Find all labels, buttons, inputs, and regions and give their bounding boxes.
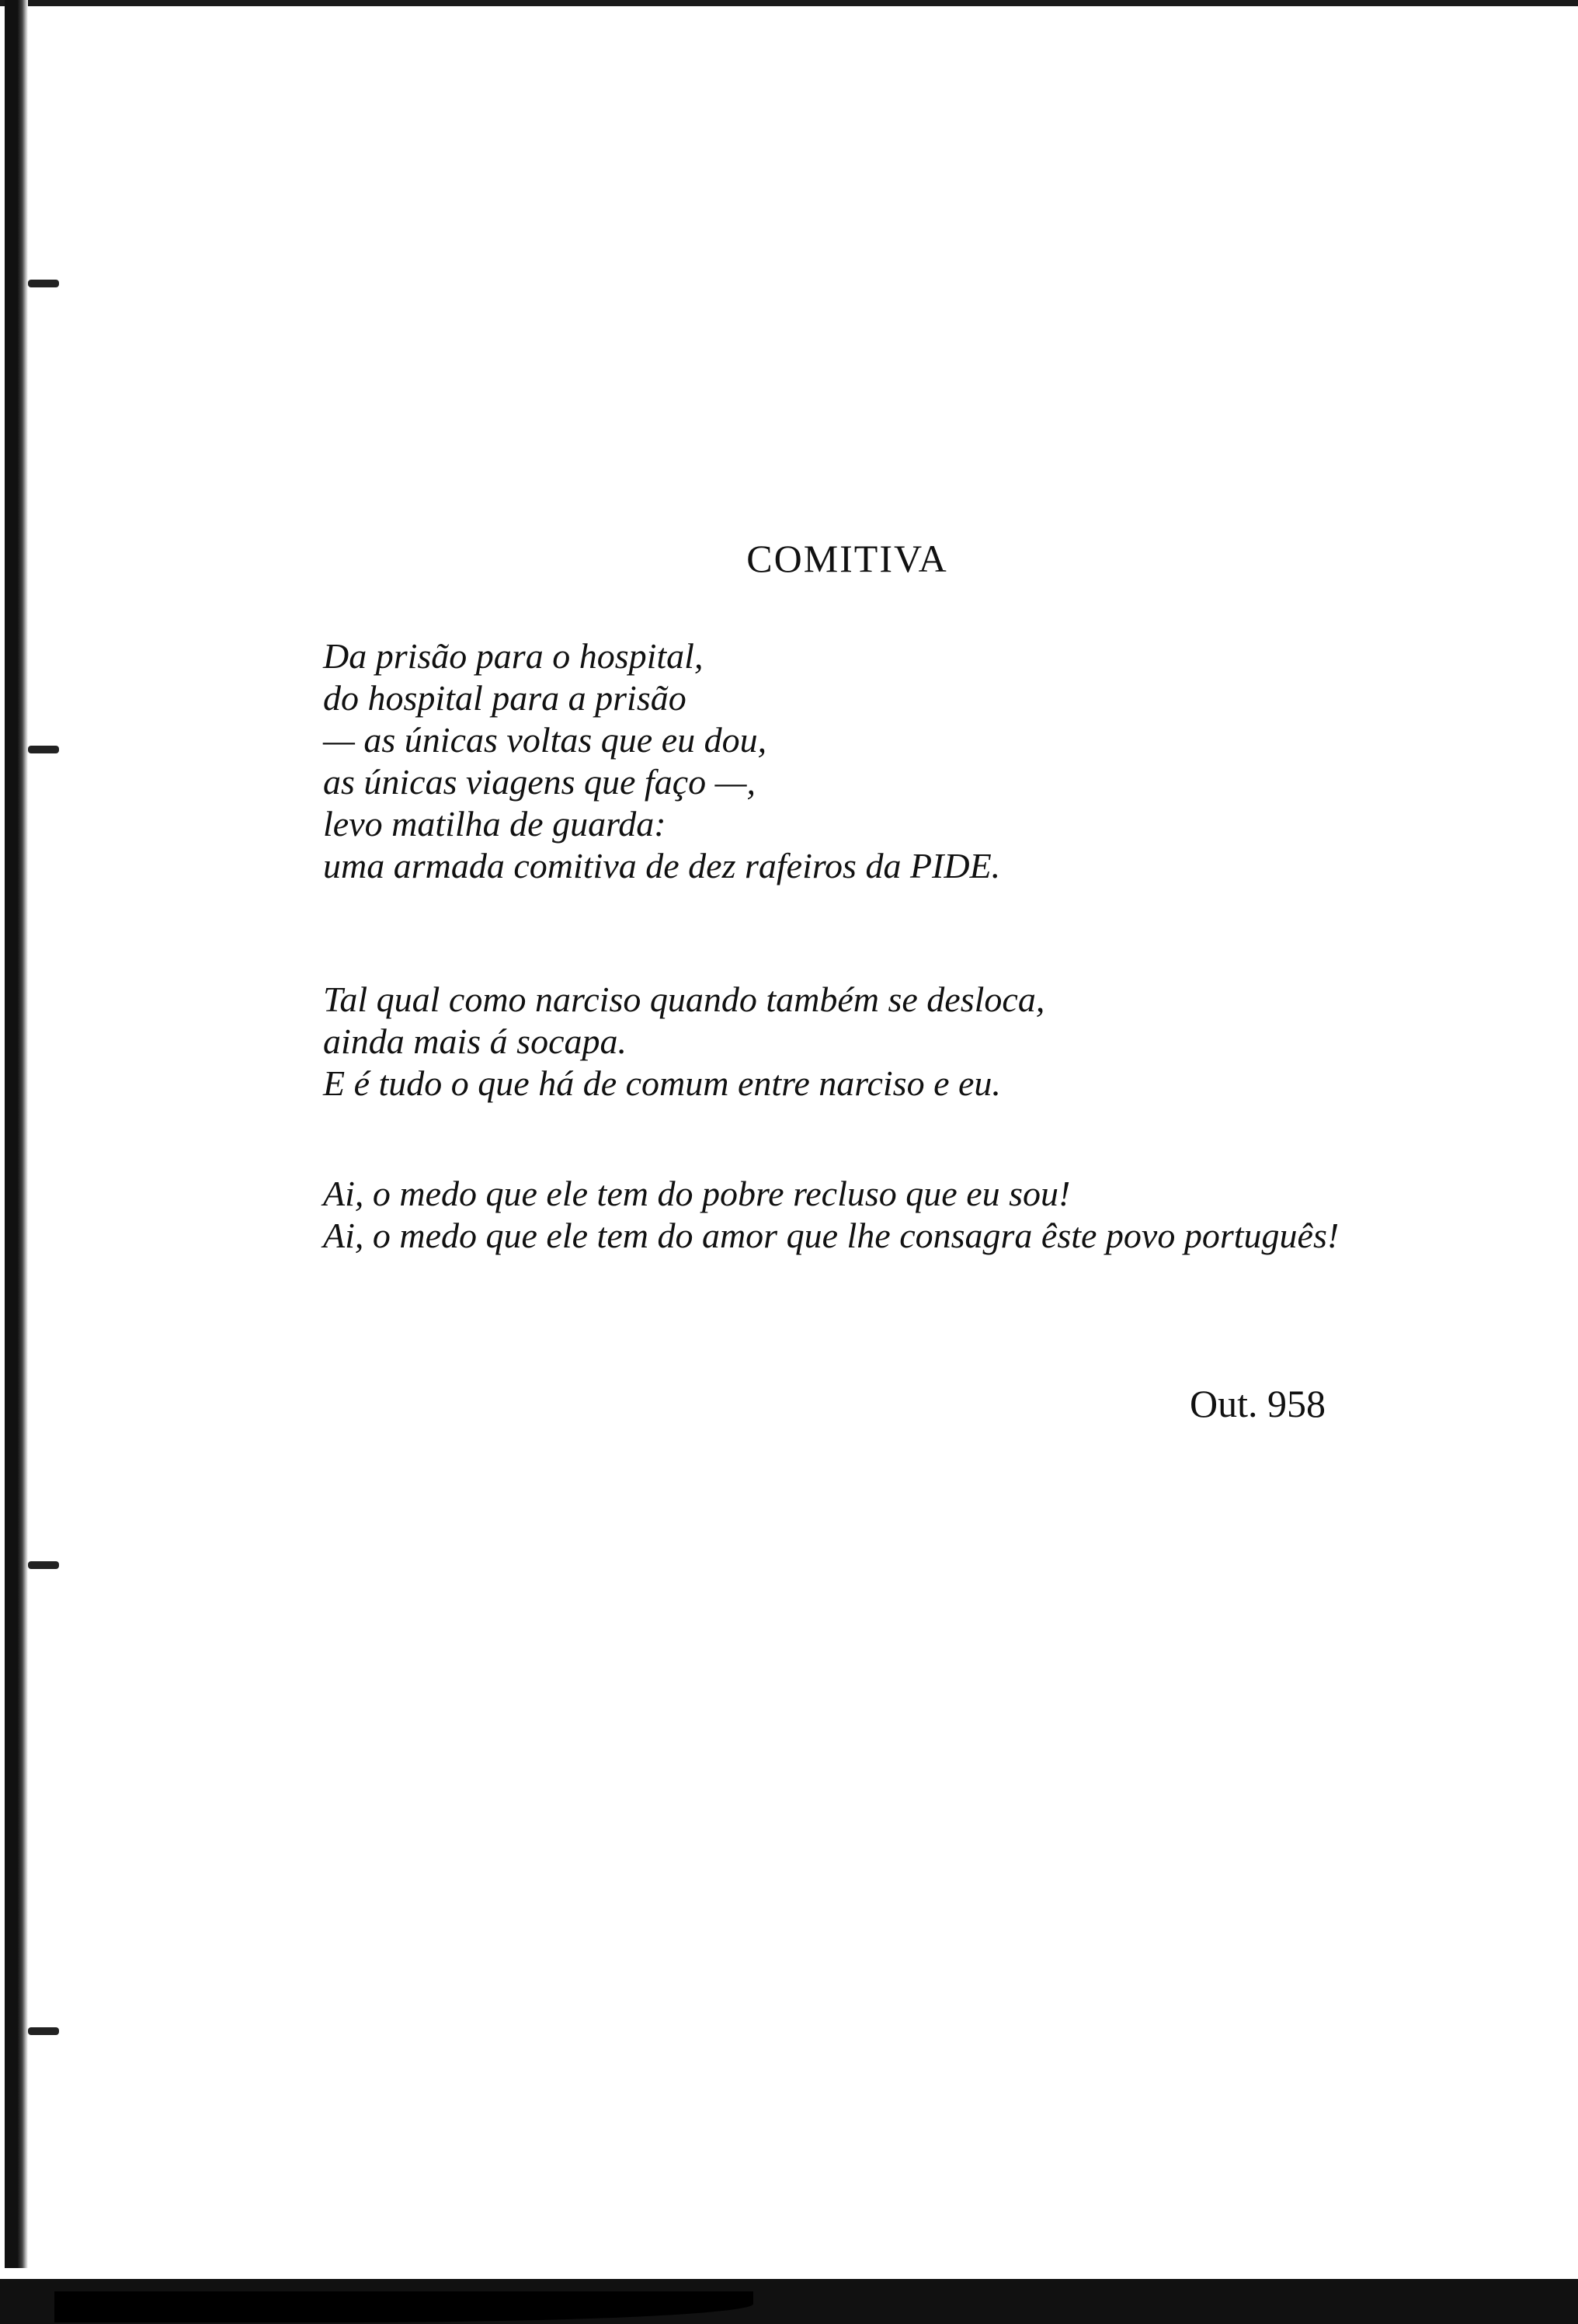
poem-line: do hospital para a prisão (323, 678, 686, 718)
poem-title: COMITIVA (746, 537, 948, 580)
poem-line: uma armada comitiva de dez rafeiros da PIDE. (323, 846, 1001, 885)
poem-line: Ai, o medo que ele tem do pobre recluso que eu sou! (323, 1174, 1071, 1213)
stanza-2 (323, 979, 1044, 1105)
stanza-3 (233, 1173, 1452, 1257)
scan-mark (28, 2027, 59, 2035)
poem-line: levo matilha de guarda: (323, 804, 666, 844)
stanza-1 (323, 635, 1000, 887)
poem-line: E é tudo o que há de comum entre narciso e eu. (323, 1063, 1001, 1103)
scan-edge-left (5, 0, 28, 2299)
poem-line: Ai, o medo que ele tem do amor que lhe consagra êste povo português! (323, 1216, 1340, 1255)
scan-mark (28, 280, 59, 287)
poem-line: — as únicas voltas que eu dou, (323, 720, 767, 760)
poem-line: Da prisão para o hospital, (323, 636, 704, 676)
poem-line: ainda mais á socapa. (323, 1021, 627, 1061)
scan-edge-top (0, 0, 1578, 6)
poem-line: Tal qual como narciso quando também se desloca, (323, 979, 1045, 1019)
poem-date: Out. 958 (1190, 1382, 1326, 1425)
scan-mark (28, 746, 59, 753)
scan-mark (28, 1561, 59, 1569)
poem-line: as únicas viagens que faço —, (323, 762, 756, 802)
